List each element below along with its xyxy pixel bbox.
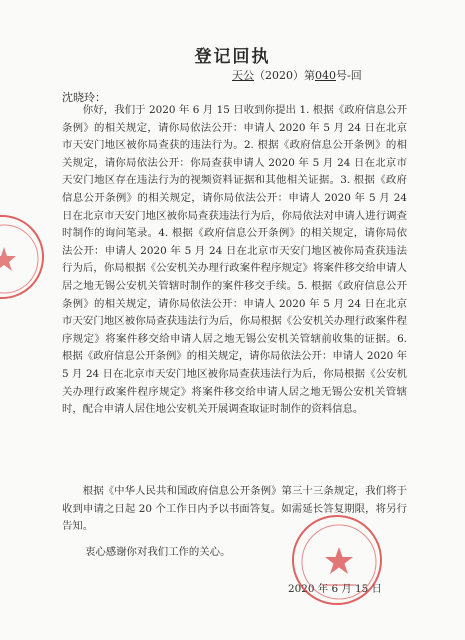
body-paragraph: 你好，我们于 2020 年 6 月 15 日收到你提出 1. 根据《政府信息公开条例》的相关规定，请你局依法公开：申请人 2020 年 5 月 24 日在北京市天安门地区被你局查获的违法行为。2. 根据《政府信息公开条例》的相关规定，请你局依法公开：你局查获申请人 2020 年 5 月 24 日在北京市天安门地区存在违法行为的视频资料证据和其他相关证据。3. 根据《政府信息公开条例》的相关规定，请你局依法公开：申请人 2020 年 5 月 24 日在北京市天安门地区被你局查获违法行为后，你局依法对申请人进行调查时制作的询问笔录。4. 根据《政府信息公开条例》的相关规定，请你局依法公开：申请人 2020 年 5 月 24 日在北京市天安门地区被你局查获违法行为后，你局根据《公安机关办理行政案件程序规定》将案件移交给申请人居之地无锡公安机关管辖时制作的案件移交手续。5. 根据《政府信息公开条例》的相关规定，请你局依法公开：申请人 2020 年 5 月 24 日在北京市天安门地区被你局查获违法行为后，你局根据《公安机关办理行政案件程序规定》将案件移交给申请人居之地无锡公安机关管辖前收集的证据。6. 根据《政府信息公开条例》的相关规定，请你局依法公开：申请人 2020 年 5 月 24 日在北京市天安门地区被你局查获违法行为后，你局根据《公安机关办理行政案件程序规定》将案件移交给申请人居之地无锡公安机关管辖时，配合申请人居住地公安机关开展调查取证时制作的资料信息。 [62,104,407,416]
document-date: 2020 年 6 月 15 日 [288,583,382,595]
official-seal-icon [0,215,44,299]
doc-number-year: （2020）第 [254,69,315,82]
official-seal-icon [292,515,382,605]
seal-left-graphic [0,217,46,301]
doc-number-prefix: 天公 [232,69,254,82]
doc-number-suffix: 号-回 [336,69,362,82]
seal-right-graphic [294,517,384,607]
document-number [232,67,362,83]
closing-line: 衷心感谢你对我们工作的关心。 [85,546,231,558]
doc-number-num: 040 [315,69,336,82]
notice-paragraph: 根据《中华人民共和国政府信息公开条例》第三十三条规定，我们将于收到申请之日起 20 个工作日内予以书面答复。如需延长答复期限，将另行告知。 [62,485,407,533]
addressee: 沈晓玲： [62,91,106,104]
document-title: 登记回执 [194,47,271,67]
